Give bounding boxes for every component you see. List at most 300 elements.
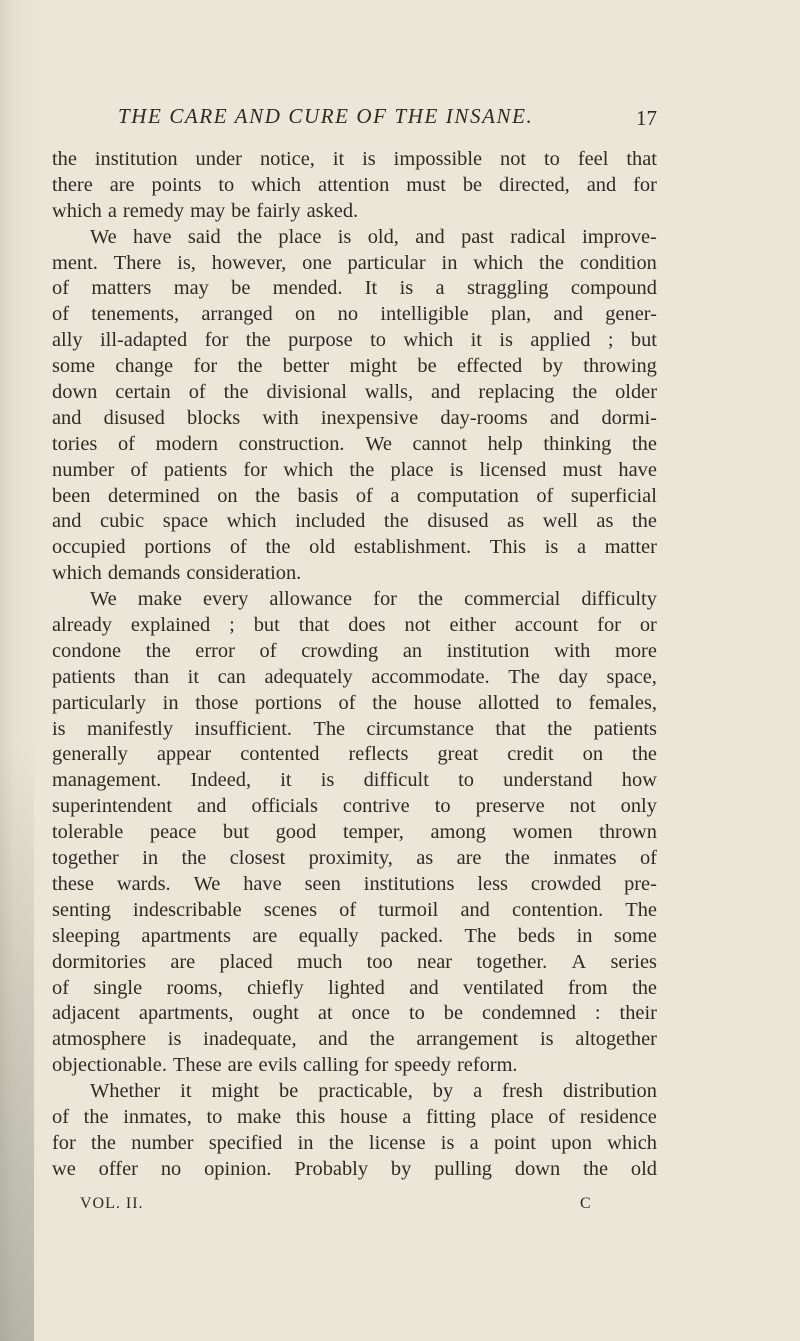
word: the <box>145 639 171 662</box>
word: indescribable <box>133 898 242 921</box>
word: divisional <box>266 381 347 404</box>
word: cannot <box>412 432 467 455</box>
word: under <box>195 148 242 170</box>
word: the <box>83 1105 109 1128</box>
word: which <box>52 199 102 222</box>
word: the <box>255 484 281 507</box>
word: is <box>167 1028 182 1051</box>
word: seen <box>304 872 341 895</box>
word: contented <box>240 743 320 766</box>
word: preserve <box>475 795 545 818</box>
word: the <box>91 1131 116 1154</box>
word: objectionable. <box>52 1054 167 1077</box>
body-text <box>52 147 657 1183</box>
word: and <box>586 173 617 196</box>
word: the <box>265 536 291 559</box>
word: have <box>618 458 657 481</box>
word: some <box>52 355 96 378</box>
word: determined <box>108 484 200 507</box>
page-gutter-shadow <box>0 0 34 1341</box>
word: for <box>193 355 218 378</box>
word: the <box>539 251 564 274</box>
word: have <box>133 225 172 248</box>
text-line <box>52 380 657 406</box>
word: down <box>514 1157 561 1180</box>
word: portions <box>254 691 322 714</box>
word: of <box>355 484 373 507</box>
word: inmates <box>553 847 617 870</box>
word: generally <box>52 743 128 766</box>
text-line <box>52 1053 657 1079</box>
word: the <box>237 355 263 378</box>
word: license <box>368 1131 426 1154</box>
word: establishment. <box>353 536 472 559</box>
word: insufficient. <box>194 717 292 740</box>
word: reflects <box>348 743 409 766</box>
word: impossible <box>393 148 483 170</box>
word: beds <box>517 924 556 947</box>
word: the <box>631 510 657 533</box>
word: down <box>52 381 98 404</box>
word: computation <box>416 484 519 507</box>
word: have <box>243 872 282 895</box>
word: not <box>569 795 596 818</box>
word: pre- <box>624 872 657 895</box>
word: consideration. <box>186 562 302 585</box>
word: can <box>217 665 246 688</box>
word: in <box>576 924 593 947</box>
word: place <box>390 458 434 481</box>
running-title: THE CARE AND CURE OF THE INSANE. <box>118 104 534 128</box>
word: females, <box>588 691 657 714</box>
word: improve- <box>582 225 657 248</box>
word: of <box>52 1105 69 1128</box>
word: for <box>52 1131 76 1154</box>
word: basis <box>297 484 339 507</box>
word: old <box>630 1157 657 1180</box>
word: arrangement <box>416 1028 519 1051</box>
word: the <box>52 148 77 170</box>
word: crowded <box>530 872 602 895</box>
word: peace <box>149 821 197 844</box>
word: the <box>547 717 573 740</box>
word: arranged <box>201 303 273 326</box>
word: single <box>93 976 143 999</box>
word: included <box>295 510 366 533</box>
word: institution <box>94 148 178 170</box>
word: be <box>231 199 251 222</box>
word: be <box>231 277 251 300</box>
word: better <box>282 355 330 378</box>
word: gener- <box>605 303 657 326</box>
text-line <box>52 276 657 302</box>
word: from <box>567 976 608 999</box>
word: which <box>251 173 301 196</box>
text-line <box>52 768 657 794</box>
word: and <box>549 406 580 429</box>
text-line <box>52 458 657 484</box>
word: management. <box>52 769 162 792</box>
word: of <box>338 691 356 714</box>
word: of <box>52 277 69 300</box>
word: number <box>131 1131 194 1154</box>
word: the <box>328 1131 354 1154</box>
word: is, <box>177 251 196 274</box>
word: near <box>417 950 453 973</box>
word: ; <box>229 614 235 637</box>
text-line <box>52 225 657 251</box>
word: patients <box>52 665 116 688</box>
word: commercial <box>464 588 561 611</box>
word: and <box>409 976 439 999</box>
word: patients <box>593 717 657 740</box>
running-head <box>52 104 657 134</box>
word: as <box>416 847 434 870</box>
word: and <box>52 406 82 429</box>
word: the <box>383 510 409 533</box>
word: for <box>204 329 229 352</box>
word: for <box>243 458 268 481</box>
word: it <box>180 1080 192 1103</box>
word: there <box>52 173 93 196</box>
word: We <box>365 432 392 455</box>
signature-mark: C <box>580 1195 591 1212</box>
word: is <box>499 329 513 352</box>
word: be <box>417 355 437 378</box>
word: inexpensive <box>320 406 419 429</box>
word: is <box>337 225 352 248</box>
text-line <box>52 742 657 768</box>
word: intelligible <box>380 303 469 326</box>
word: This <box>489 536 527 559</box>
word: thrown <box>599 821 657 844</box>
word: space <box>162 510 209 533</box>
word: adequately <box>264 665 353 688</box>
word: but <box>253 614 280 637</box>
word: space, <box>606 665 657 688</box>
word: once <box>351 1002 390 1025</box>
text-line <box>52 691 657 717</box>
word: place <box>490 1105 534 1128</box>
word: Probably <box>294 1157 369 1180</box>
word: make <box>137 588 182 611</box>
word: the <box>181 847 207 870</box>
word: we <box>52 1157 76 1180</box>
word: The <box>313 717 346 740</box>
word: is <box>399 277 414 300</box>
word: with <box>554 639 591 662</box>
word: superficial <box>570 484 657 507</box>
word: the <box>504 847 530 870</box>
word: The <box>625 898 657 921</box>
word: a <box>469 1131 479 1154</box>
word: We <box>90 588 117 611</box>
word: too <box>366 950 393 973</box>
word: modern <box>155 432 218 455</box>
text-line <box>52 328 657 354</box>
word: with <box>262 406 299 429</box>
word: practicable, <box>318 1080 413 1103</box>
word: error <box>195 639 235 662</box>
word: There <box>113 251 162 274</box>
word: credit <box>507 743 554 766</box>
word: packed. <box>380 924 444 947</box>
text-line <box>52 950 657 976</box>
text-line <box>52 924 657 950</box>
word: more <box>615 639 657 662</box>
word: one <box>302 251 332 274</box>
text-line <box>52 1157 657 1183</box>
word: in <box>162 691 179 714</box>
text-line <box>52 872 657 898</box>
word: women <box>512 821 573 844</box>
text-line <box>52 1001 657 1027</box>
word: The <box>508 665 540 688</box>
word: pulling <box>434 1157 492 1180</box>
word: rooms, <box>166 976 223 999</box>
word: points <box>151 173 202 196</box>
page-footer <box>52 1195 657 1219</box>
word: series <box>610 950 657 973</box>
text-line <box>52 976 657 1002</box>
word: past <box>461 225 494 248</box>
word: is <box>544 536 559 559</box>
word: ment. <box>52 251 98 274</box>
word: contrive <box>342 795 410 818</box>
text-line <box>52 820 657 846</box>
word: place <box>278 225 322 248</box>
word: for <box>597 614 621 637</box>
word: specified <box>208 1131 283 1154</box>
word: the <box>369 1028 395 1051</box>
text-line <box>52 251 657 277</box>
text-line <box>52 173 657 199</box>
text-line <box>52 717 657 743</box>
text-line <box>52 147 657 173</box>
word: of <box>52 976 69 999</box>
word: might <box>211 1080 260 1103</box>
word: of <box>52 303 69 326</box>
word: ventilated <box>463 976 544 999</box>
word: account <box>514 614 579 637</box>
word: may <box>190 199 226 222</box>
word: on <box>582 743 604 766</box>
word: is <box>449 458 464 481</box>
word: be <box>443 1002 464 1025</box>
word: no <box>160 1157 182 1180</box>
word: every <box>203 588 249 611</box>
word: the <box>583 1157 608 1180</box>
word: condition <box>579 251 657 274</box>
word: applied <box>530 329 591 352</box>
word: dormitories <box>52 950 147 973</box>
word: as <box>507 510 525 533</box>
word: a <box>577 536 587 559</box>
word: Indeed, <box>190 769 252 792</box>
word: opinion. <box>204 1157 272 1180</box>
word: institution <box>446 639 530 662</box>
word: no <box>337 303 359 326</box>
word: and <box>197 795 227 818</box>
word: demands <box>107 562 181 585</box>
word: to <box>206 1105 223 1128</box>
word: not <box>500 148 527 170</box>
word: patients <box>163 458 228 481</box>
word: disused <box>103 406 165 429</box>
word: great <box>437 743 479 766</box>
word: an <box>402 639 423 662</box>
text-line <box>52 665 657 691</box>
word: blocks <box>186 406 241 429</box>
word: is <box>440 1131 455 1154</box>
word: of <box>188 381 206 404</box>
word: house <box>340 1105 388 1128</box>
word: straggling <box>466 277 549 300</box>
word: are <box>170 950 196 973</box>
word: and <box>318 1028 348 1051</box>
word: these <box>52 872 94 895</box>
word: These <box>172 1054 222 1077</box>
word: to <box>458 769 474 792</box>
page-number: 17 <box>636 106 657 130</box>
word: a <box>435 277 445 300</box>
word: mended. <box>272 277 343 300</box>
word: not <box>404 614 431 637</box>
word: be <box>279 1080 299 1103</box>
word: sleeping <box>52 924 120 947</box>
word: closest <box>229 847 286 870</box>
word: which <box>283 458 334 481</box>
word: difficult <box>363 769 429 792</box>
word: well <box>542 510 578 533</box>
text-line <box>52 484 657 510</box>
word: number <box>52 458 115 481</box>
word: of <box>639 847 657 870</box>
word: which <box>607 1131 657 1154</box>
word: ought <box>252 1002 299 1025</box>
word: attention <box>317 173 390 196</box>
word: on <box>217 484 238 507</box>
word: much <box>297 950 343 973</box>
word: in <box>297 1131 314 1154</box>
word: to <box>408 1002 425 1025</box>
text-line <box>52 794 657 820</box>
volume-number: VOL. II. <box>80 1195 144 1212</box>
word: to <box>544 148 560 170</box>
word: day <box>558 665 588 688</box>
word: construction. <box>238 432 345 455</box>
word: explained <box>130 614 211 637</box>
text-line <box>52 587 657 613</box>
word: occupied <box>52 536 126 559</box>
word: the <box>237 225 263 248</box>
word: which <box>226 510 277 533</box>
text-line <box>52 639 657 665</box>
word: We <box>90 225 117 248</box>
word: wards. <box>116 872 171 895</box>
word: and <box>460 898 490 921</box>
word: among <box>430 821 486 844</box>
word: the <box>632 743 657 766</box>
word: condone <box>52 639 122 662</box>
word: evils <box>258 1054 298 1077</box>
word: old, <box>367 225 399 248</box>
word: directed, <box>499 173 570 196</box>
word: particular <box>347 251 426 274</box>
word: turmoil <box>378 898 439 921</box>
word: calling <box>303 1054 359 1077</box>
word: and <box>52 510 82 533</box>
word: : <box>594 1002 601 1025</box>
word: cubic <box>100 510 145 533</box>
word: disused <box>427 510 489 533</box>
word: contention. <box>512 898 604 921</box>
word: are <box>456 847 482 870</box>
word: the <box>418 588 443 611</box>
word: it <box>280 769 292 792</box>
word: apartments, <box>138 1002 234 1025</box>
word: ill-adapted <box>99 329 188 352</box>
word: of <box>548 1105 566 1128</box>
word: lighted <box>328 976 385 999</box>
word: tolerable <box>52 821 124 844</box>
word: but <box>222 821 249 844</box>
word: in <box>441 251 458 274</box>
word: allotted <box>478 691 540 714</box>
word: the <box>572 381 598 404</box>
word: must <box>406 173 446 196</box>
word: might <box>349 355 398 378</box>
word: the <box>632 976 657 999</box>
word: the <box>632 432 657 455</box>
word: The <box>464 924 497 947</box>
word: their <box>619 1002 657 1025</box>
word: the <box>349 458 375 481</box>
word: thinking <box>543 432 612 455</box>
word: apartments <box>141 924 231 947</box>
word: of <box>536 484 554 507</box>
word: and <box>431 381 461 404</box>
word: matter <box>604 536 657 559</box>
word: a <box>107 199 117 222</box>
word: fairly <box>256 199 301 222</box>
word: for <box>373 588 397 611</box>
word: does <box>348 614 386 637</box>
text-line <box>52 302 657 328</box>
text-line <box>52 1131 657 1157</box>
word: the <box>372 691 398 714</box>
word: make <box>237 1105 282 1128</box>
word: officials <box>251 795 318 818</box>
word: crowding <box>301 639 379 662</box>
word: notice, <box>259 148 315 170</box>
word: are <box>252 924 278 947</box>
word: which <box>403 329 454 352</box>
word: upon <box>551 1131 592 1154</box>
word: day-rooms <box>440 406 528 429</box>
word: together. <box>476 950 548 973</box>
word: point <box>493 1131 536 1154</box>
word: must <box>562 458 603 481</box>
word: atmosphere <box>52 1028 146 1051</box>
word: for <box>633 173 657 196</box>
word: of <box>259 639 277 662</box>
word: to <box>434 795 451 818</box>
word: ; <box>607 329 614 352</box>
text-line <box>52 898 657 924</box>
word: at <box>317 1002 333 1025</box>
word: by <box>542 355 563 378</box>
